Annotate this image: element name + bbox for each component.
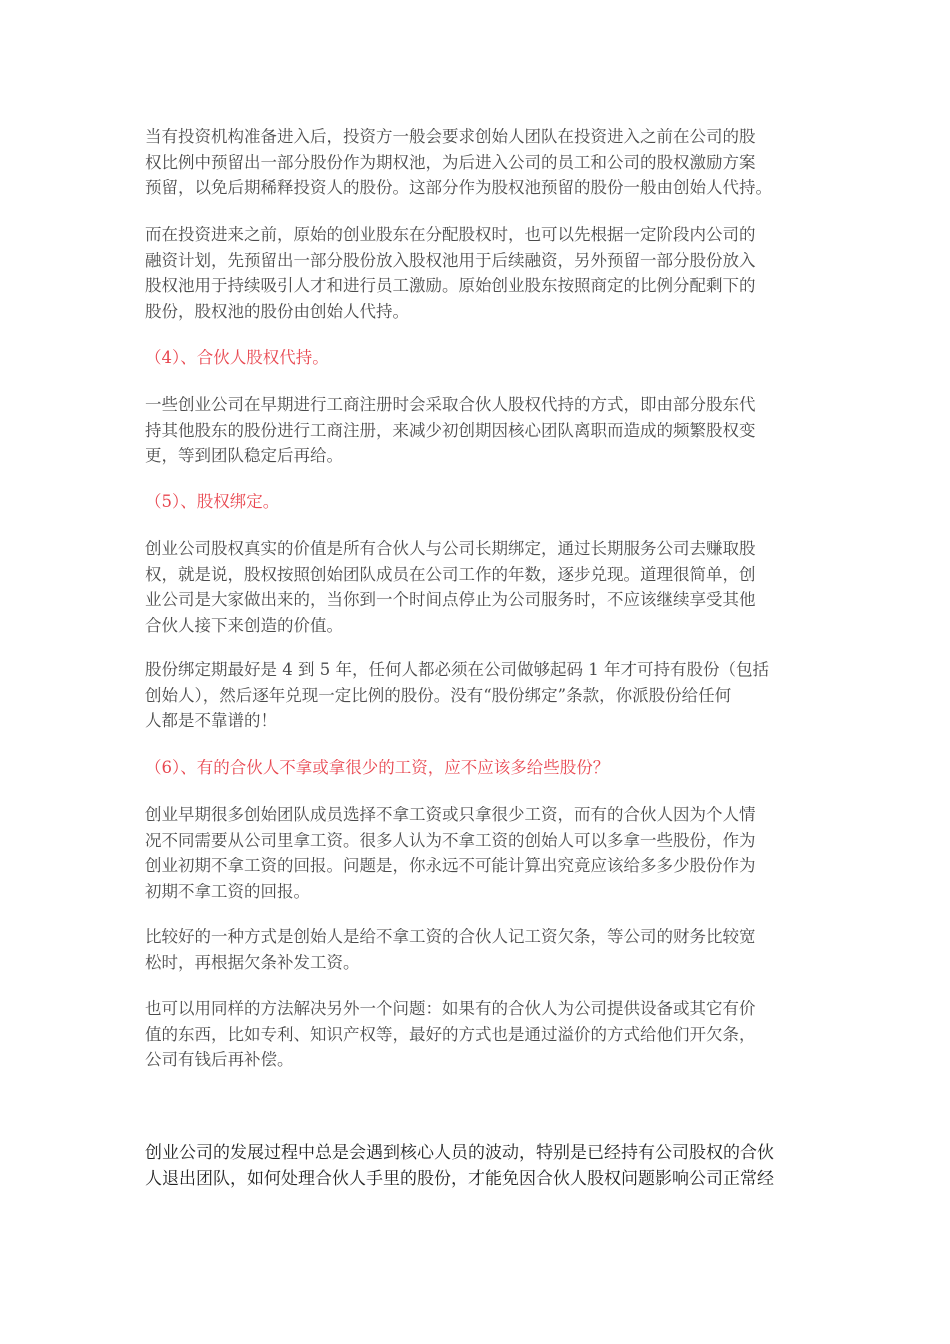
text-line: 公司有钱后再补偿。 xyxy=(145,1050,294,1069)
text-line: 预留，以免后期稀释投资人的股份。这部分作为股权池预留的股份一般由创始人代持。 xyxy=(145,178,772,197)
section-heading-4 xyxy=(145,345,329,371)
paragraph-text xyxy=(145,1140,815,1192)
text-line: 初期不拿工资的回报。 xyxy=(145,881,310,901)
paragraph-partner-exit xyxy=(145,1140,815,1192)
text-line: 当有投资机构准备进入后，投资方一般会要求创始人团队在投资进入之前在公司的股 xyxy=(145,127,756,146)
paragraph-option-pool xyxy=(145,124,815,201)
text-line: 股权池用于持续吸引人才和进行员工激励。原始创业股东按照商定的比例分配剩下的 xyxy=(145,276,756,295)
paragraph-text xyxy=(145,996,815,1073)
text-line: 比较好的一种方式是创始人是给不拿工资的合伙人记工资欠条，等公司的财务比较宽 xyxy=(145,927,756,946)
text-line: 而在投资进来之前，原始的创业股东在分配股权时，也可以先根据一定阶段内公司的 xyxy=(145,225,756,244)
text-line: 创始人），然后逐年兑现一定比例的股份。没有“股份绑定”条款，你派股份给任何 xyxy=(145,685,732,705)
paragraph-text xyxy=(145,222,815,324)
heading-text: （6）、有的合伙人不拿或拿很少的工资，应不应该多给些股份？ xyxy=(145,758,610,777)
heading-text: （4）、合伙人股权代持。 xyxy=(145,348,329,367)
text-line: 况不同需要从公司里拿工资。很多人认为不拿工资的创始人可以多拿一些股份，作为 xyxy=(145,830,756,850)
paragraph-vesting-period xyxy=(145,657,815,734)
text-line: 值的东西，比如专利、知识产权等，最好的方式也是通过溢价的方式给他们开欠条， xyxy=(145,1024,756,1044)
text-line: 融资计划，先预留出一部分股份放入股权池用于后续融资，另外预留一部分股份放入 xyxy=(145,250,756,270)
paragraph-salary-iou xyxy=(145,924,815,975)
text-line: 股份，股权池的股份由创始人代持。 xyxy=(145,301,409,321)
paragraph-asset-contribution xyxy=(145,996,815,1073)
text-line: 业公司是大家做出来的，当你到一个时间点停止为公司服务时，不应该继续享受其他 xyxy=(145,590,756,609)
paragraph-text xyxy=(145,924,815,975)
text-line: 人退出团队，如何处理合伙人手里的股份，才能免因合伙人股权问题影响公司正常经 xyxy=(145,1169,774,1189)
text-line: 也可以用同样的方法解决另外一个问题：如果有的合伙人为公司提供设备或其它有价 xyxy=(145,999,756,1018)
text-line: 股份绑定期最好是 4 到 5 年，任何人都必须在公司做够起码 1 年才可持有股份（包括 xyxy=(145,660,769,679)
paragraph-text xyxy=(145,124,815,201)
section-heading-5 xyxy=(145,489,279,515)
text-line: 权比例中预留出一部分股份作为期权池，为后进入公司的员工和公司的股权激励方案 xyxy=(145,152,756,172)
paragraph-text xyxy=(145,392,815,469)
text-line: 合伙人接下来创造的价值。 xyxy=(145,615,343,635)
paragraph-text xyxy=(145,657,815,734)
paragraph-equity-binding xyxy=(145,536,815,638)
paragraph-text xyxy=(145,536,815,638)
text-line: 持其他股东的股份进行工商注册，来减少初创期因核心团队离职而造成的频繁股权变 xyxy=(145,420,756,440)
paragraph-equity-proxy xyxy=(145,392,815,469)
text-line: 更，等到团队稳定后再给。 xyxy=(145,446,343,465)
text-line: 权，就是说，股权按照创始团队成员在公司工作的年数，逐步兑现。道理很简单，创 xyxy=(145,564,756,584)
paragraph-salary-question xyxy=(145,802,815,904)
text-line: 松时，再根据欠条补发工资。 xyxy=(145,952,360,972)
text-line: 创业早期很多创始团队成员选择不拿工资或只拿很少工资，而有的合伙人因为个人情 xyxy=(145,805,756,824)
paragraph-pre-investment xyxy=(145,222,815,324)
text-line: 创业初期不拿工资的回报。问题是，你永远不可能计算出究竟应该给多多少股份作为 xyxy=(145,856,756,875)
text-line: 一些创业公司在早期进行工商注册时会采取合伙人股权代持的方式，即由部分股东代 xyxy=(145,395,756,414)
text-line: 人都是不靠谱的！ xyxy=(145,711,277,730)
heading-text: （5）、股权绑定。 xyxy=(145,492,280,511)
text-line: 创业公司股权真实的价值是所有合伙人与公司长期绑定，通过长期服务公司去赚取股 xyxy=(145,539,756,558)
paragraph-text xyxy=(145,802,815,904)
section-heading-6 xyxy=(145,755,609,781)
text-line: 创业公司的发展过程中总是会遇到核心人员的波动，特别是已经持有公司股权的合伙 xyxy=(145,1143,774,1163)
